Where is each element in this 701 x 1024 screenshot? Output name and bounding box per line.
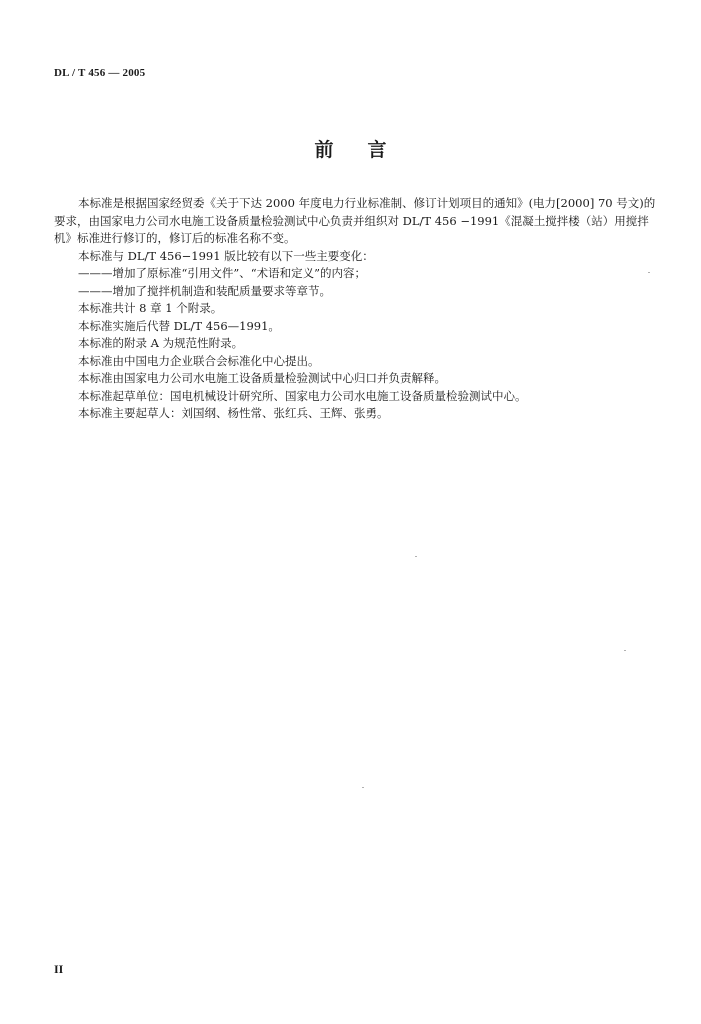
paragraph-chapters: 本标准共计 8 章 1 个附录。 — [78, 301, 223, 315]
paragraph-appendix: 本标准的附录 A 为规范性附录。 — [78, 336, 244, 350]
paragraph-intro: 本标准是根据国家经贸委《关于下达 2000 年度电力行业标准制、修订计划项目的通知》(电力[2000] 70 号文)的要求，由国家电力公司水电施工设备质量检验测试中心负责并组织对 DL/T 456 −1991《混凝土搅拌楼（站）用搅拌机》标准进行修订的，修订后的标准名称不变。 — [54, 196, 656, 245]
scan-speck — [624, 650, 626, 651]
standard-code: DL / T 456 — 2005 — [54, 67, 146, 79]
paragraph-responsible: 本标准由国家电力公司水电施工设备质量检验测试中心归口并负责解释。 — [78, 371, 446, 385]
foreword-body — [54, 195, 659, 423]
scan-speck — [415, 556, 417, 557]
change-item-1: ———增加了原标准“引用文件”、“术语和定义”的内容； — [78, 266, 367, 280]
paragraph-changes: 本标准与 DL/T 456−1991 版比较有以下一些主要变化： — [78, 248, 374, 263]
page-number: II — [54, 962, 64, 976]
scan-speck — [648, 272, 650, 273]
paragraph-drafters: 本标准主要起草人：刘国纲、杨性常、张红兵、王辉、张勇。 — [78, 406, 389, 420]
change-item-2: ———增加了搅拌机制造和装配质量要求等章节。 — [78, 283, 331, 298]
page-title: 前言 — [314, 139, 421, 161]
paragraph-replaces: 本标准实施后代替 DL/T 456—1991。 — [78, 318, 280, 333]
scan-speck — [362, 787, 364, 788]
paragraph-proposer: 本标准由中国电力企业联合会标准化中心提出。 — [78, 353, 320, 368]
paragraph-drafting-units: 本标准起草单位：国电机械设计研究所、国家电力公司水电施工设备质量检验测试中心。 — [78, 388, 527, 403]
